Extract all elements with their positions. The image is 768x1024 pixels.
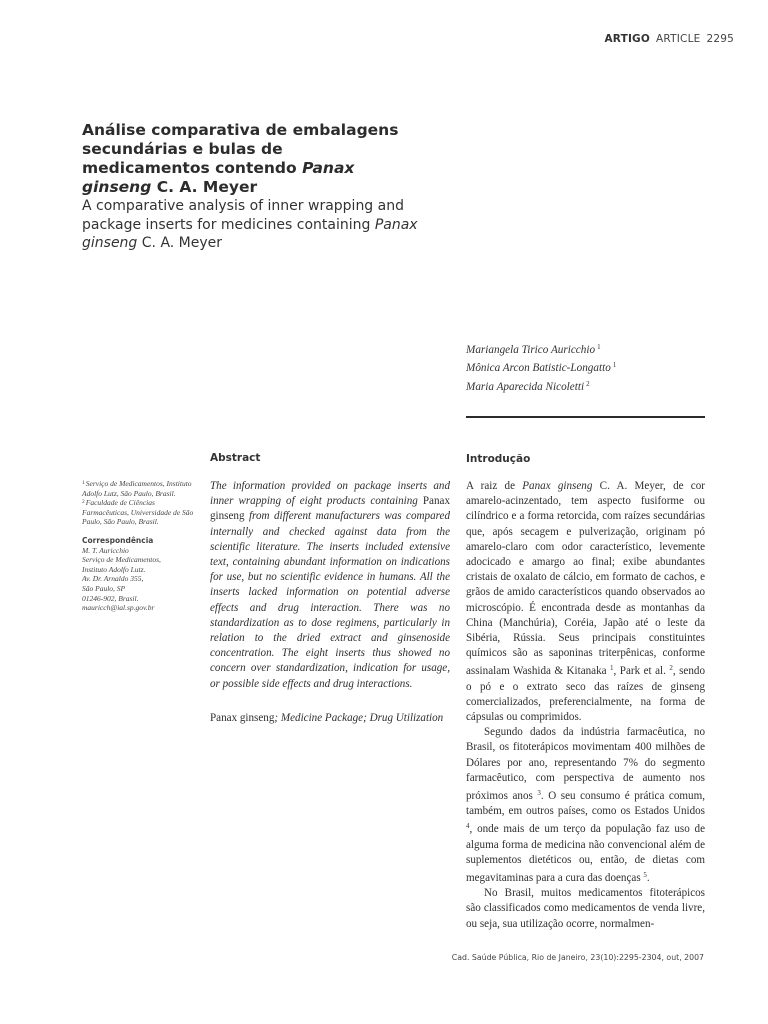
affiliations (82, 479, 202, 613)
correspondence-email[interactable]: mauricch@ial.sp.gov.br (82, 603, 155, 613)
title-species: Panax ginseng (82, 159, 355, 196)
abstract-text: The information provided on package inserts and inner wrapping of eight products containing Panax ginseng from different manufacturers was compared internally and checked against data from the scientific literature. The inserts included extensive text, containing abundant information on indications for use, but no scientific evidence in humans. All the inserts lacked information on potential adverse effects and drug interaction. There was no standardization as to dose regimens, particularly in relation to the dried extract and ginsenoside concentration. The eight inserts thus showed no concern over standardization, indication for usage, or possible side effects and drug interactions. (210, 480, 450, 690)
keywords: Panax ginseng; Medicine Package; Drug Utilization (210, 712, 444, 724)
abstract-heading: Abstract (210, 452, 261, 464)
introduction-text (466, 479, 705, 932)
correspondence: Correspondência M. T. Auricchio Serviço de Medicamentos, Instituto Adolfo Lutz. Av. Dr. Arnaldo 355, São Paulo, SP 01246-902, Brasil. mauricch@ial.sp.gov.br (82, 536, 202, 613)
running-head (604, 33, 734, 45)
author-divider (466, 416, 705, 418)
section-label-en: ARTICLE (656, 33, 701, 45)
introduction-heading: Introdução (466, 453, 531, 465)
author: Mônica Arcon Batistic-Longatto $^1$ (466, 361, 617, 375)
correspondence-label: Correspondência (82, 535, 154, 545)
page-number: 2295 (706, 33, 734, 45)
paragraph: Segundo dados da indústria farmacêutica, no Brasil, os fitoterápicos movimentam 400 milhões de Dólares por ano, representando 7% do segmento farmacêutico, com perspectiva de aumento nos próximos anos $^3$. O seu consumo é prática comum, também, em outros países, como os Estados Unidos $^4$, onde mais de um terço da população faz uso de alguma forma de medicina não convencional além de suplementos dietéticos ou, então, de dietas com megavitaminas para a cura das doenças $^5$. (466, 726, 705, 885)
affiliation: $^1$Serviço de Medicamentos, Instituto Adolfo Lutz, São Paulo, Brasil. (82, 479, 192, 498)
author: Maria Aparecida Nicoletti $^2$ (466, 379, 590, 393)
title-portuguese: Análise comparativa de embalagens secundárias e bulas de medicamentos contendo Panax ginseng C. A. Meyer (82, 121, 399, 196)
journal-citation-footer: Cad. Saúde Pública, Rio de Janeiro, 23(10):2295-2304, out, 2007 (451, 953, 704, 962)
section-label-pt: ARTIGO (604, 33, 651, 45)
paragraph: No Brasil, muitos medicamentos fitoterápicos são classificados como medicamentos de venda livre, ou seja, sua utilização ocorre, normalmen- (466, 887, 705, 930)
author: Mariangela Tirico Auricchio $^1$ (466, 343, 601, 356)
title-en-species: Panax ginseng (82, 216, 418, 251)
affiliation: $^2$Faculdade de Ciências Farmacêuticas, Universidade de São Paulo, São Paulo, Brasil. (82, 498, 194, 527)
title-english: A comparative analysis of inner wrapping and package inserts for medicines containing Panax ginseng C. A. Meyer (82, 198, 418, 251)
author-list (466, 340, 716, 395)
paragraph: A raiz de Panax ginseng C. A. Meyer, de cor amarelo-acinzentado, tem aspecto fusiforme ou cilíndrico e a forma retorcida, com raízes secundárias que, após secagem e pulverização, originam pó amarelo-claro com odor característico, levemente adocicado e amargo ao final; exibe abundantes cristais de oxalato de cálcio, em formato de cachos, e grãos de amido característicos quando observados ao microscópio. É encontrada desde as montanhas da China (Manchúria), Coréia, Japão até o leste da Sibéria, Rússia. Seus principais constituintes químicos são as saponinas triterpênicas, conforme assinalam Washida & Kitanaka $^1$, Park et al. $^2$, sendo o pó e o extrato seco das raízes de ginseng comercializados, preferencialmente, na forma de cápsulas ou comprimidos. (466, 480, 705, 724)
